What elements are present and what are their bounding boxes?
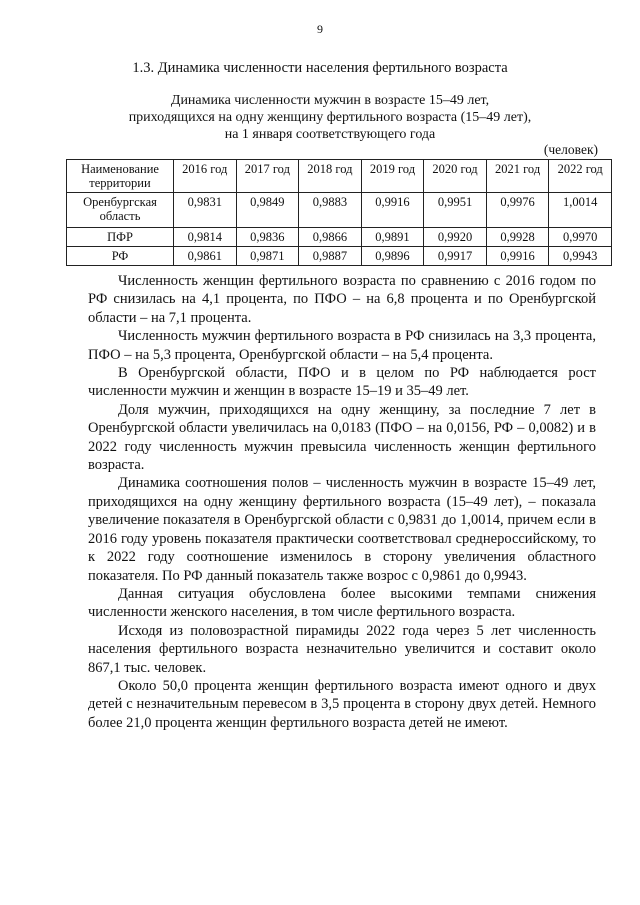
row-value: 0,9883 (299, 193, 362, 228)
row-value: 0,9831 (174, 193, 237, 228)
table-caption-line-3: на 1 января соответствующего года (224, 127, 436, 142)
table-caption (100, 92, 560, 143)
row-value: 0,9866 (299, 228, 362, 247)
paragraph: Численность мужчин фертильного возраста в РФ снизилась на 3,3 процента, ПФО – на 5,3 процента, Оренбургской области – на 5,4 процента. (88, 328, 596, 363)
row-value: 0,9943 (549, 247, 612, 266)
row-value: 0,9887 (299, 247, 362, 266)
row-value: 0,9849 (236, 193, 299, 228)
row-value: 0,9836 (236, 228, 299, 247)
paragraph: Данная ситуация обусловлена более высокими темпами снижения численности женского населения, в том числе фертильного возраста. (88, 585, 596, 621)
table-row (67, 228, 612, 247)
paragraph: Около 50,0 процента женщин фертильного возраста имеют одного и двух детей с незначительным перевесом в 3,5 процента в сторону двух детей. Немного более 21,0 процента женщин фертильного возраста детей не имеют. (88, 677, 596, 731)
row-value: 0,9891 (361, 228, 424, 247)
paragraph: Динамика соотношения полов – численность мужчин в возрасте 15–49 лет, приходящихся на одну женщину фертильного возраста (15–49 лет), – показала увеличение показателя в Оренбургской области с 0,9831 до 1,0014, причем если в 2016 году уровень показателя практически соответствовал среднероссийскому, то к 2022 году соотношение изменилось в сторону увеличения областного показателя. По РФ данный показатель также возрос с 0,9861 до 0,9943. (88, 475, 596, 584)
row-value: 1,0014 (549, 193, 612, 228)
section-title: 1.3. Динамика численности населения фертильного возраста (132, 60, 508, 76)
row-value: 0,9970 (549, 228, 612, 247)
row-value: 0,9917 (424, 247, 487, 266)
table-row (67, 247, 612, 266)
row-territory: Оренбургская область (67, 193, 174, 228)
header-year: 2017 год (236, 160, 299, 193)
header-year: 2019 год (361, 160, 424, 193)
row-value: 0,9861 (174, 247, 237, 266)
header-year: 2016 год (174, 160, 237, 193)
header-year: 2022 год (549, 160, 612, 193)
row-value: 0,9920 (424, 228, 487, 247)
paragraph: Численность женщин фертильного возраста по сравнению с 2016 годом по РФ снизилась на 4,1 процента, по ПФО – на 6,8 процента и по Оренбургской области – на 7,1 процента. (88, 273, 596, 326)
row-value: 0,9896 (361, 247, 424, 266)
table-caption-line-2: приходящихся на одну женщину фертильного возраста (15–49 лет), (128, 110, 532, 125)
paragraph: Доля мужчин, приходящихся на одну женщину, за последние 7 лет в Оренбургской области увеличилась на 0,0183 (ПФО – на 0,0156, РФ – 0,0082) и в 2022 году численность мужчин превысила численность женщин фертильного возраста. (88, 401, 596, 474)
row-territory: ПФР (67, 228, 174, 247)
header-year: 2021 год (486, 160, 549, 193)
row-value: 0,9916 (361, 193, 424, 228)
row-value: 0,9814 (174, 228, 237, 247)
row-value: 0,9928 (486, 228, 549, 247)
row-value: 0,9871 (236, 247, 299, 266)
table-caption-line-1: Динамика численности мужчин в возрасте 15–49 лет, (170, 93, 490, 108)
table-unit: (человек) (543, 142, 598, 157)
row-territory: РФ (67, 247, 174, 266)
row-value: 0,9976 (486, 193, 549, 228)
row-value: 0,9951 (424, 193, 487, 228)
paragraph: Исходя из половозрастной пирамиды 2022 года через 5 лет численность населения фертильного возраста незначительно увеличится и составит около 867,1 тыс. человек. (88, 622, 596, 676)
table-header-row (67, 160, 612, 193)
ratio-table (66, 159, 612, 266)
page-number: 9 (317, 22, 323, 36)
row-value: 0,9916 (486, 247, 549, 266)
paragraph: В Оренбургской области, ПФО и в целом по РФ наблюдается рост численности мужчин и женщин в возрасте 15–19 и 35–49 лет. (88, 365, 596, 400)
header-year: 2020 год (424, 160, 487, 193)
header-territory: Наименование территории (67, 160, 174, 193)
table-row (67, 193, 612, 228)
header-year: 2018 год (299, 160, 362, 193)
body-text (88, 272, 596, 732)
